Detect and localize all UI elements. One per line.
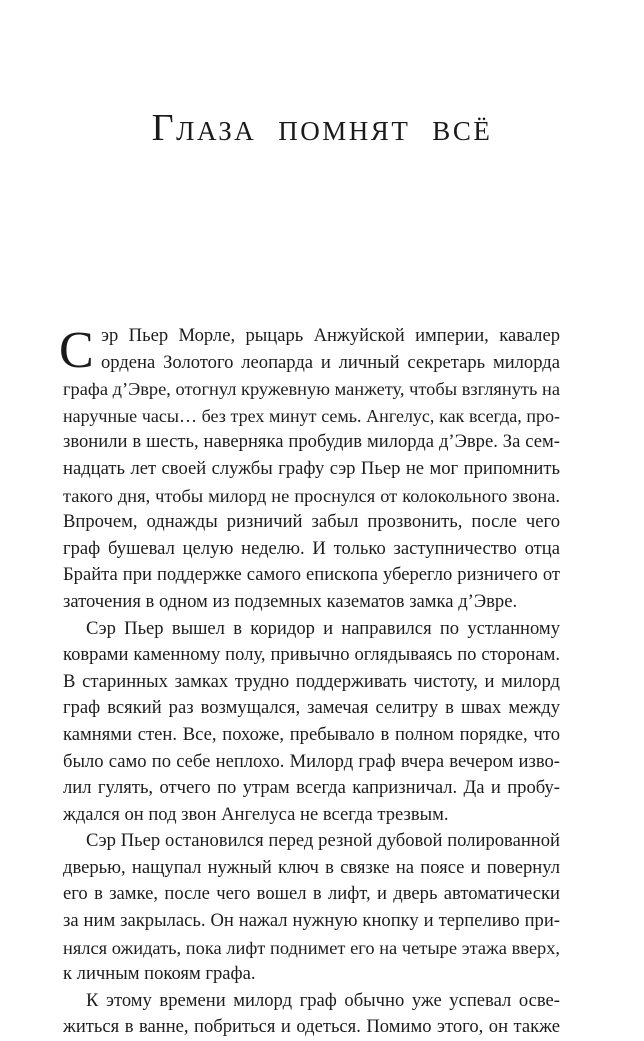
text-line: нялся ожидать, пока лифт поднимет его на четыре этажа вверх, xyxy=(63,937,560,958)
text-line: Брайта при поддержке самого епископа уберегло ризничего от xyxy=(63,564,560,586)
text-line: ждался он под звон Ангелуса не всегда трезвым. xyxy=(63,803,449,825)
text-line: коврами каменному полу, привычно оглядываясь по сторонам. xyxy=(63,644,560,666)
text-line: Впрочем, однажды ризничий забыл прозвонить, после чего xyxy=(63,511,560,533)
text-line: звонили в шесть, наверняка пробудив милорда д’Эвре. За сем- xyxy=(63,431,560,453)
text-line: ордена Золотого леопарда и личный секретарь милорда xyxy=(101,351,560,373)
text-line: камнями стен. Все, похоже, пребывало в полном порядке, что xyxy=(63,723,560,745)
text-line: житься в ванне, побриться и одеться. Помимо этого, он также xyxy=(63,1016,560,1038)
text-line: графа д’Эвре, отогнул кружевную манжету, чтобы взглянуть на xyxy=(63,379,560,400)
text-line: было само по себе неплохо. Милорд граф вчера вечером изво- xyxy=(63,750,560,772)
text-line: Сэр Пьер вышел в коридор и направился по устланному xyxy=(86,617,560,639)
text-line: эр Пьер Морле, рыцарь Анжуйской империи, кавалер xyxy=(101,325,560,346)
text-line: заточения в одном из подземных казематов замка д’Эвре. xyxy=(63,590,518,612)
text-line: граф всякий раз возмущался, замечая селитру в швах между xyxy=(63,697,560,719)
text-line: дверью, нащупал нужный ключ в связке на поясе и повернул xyxy=(63,856,560,878)
text-lines xyxy=(63,323,560,1041)
text-line: его в замке, после чего вошел в лифт, и дверь автоматически xyxy=(63,883,560,905)
text-line: надцать лет своей службы графу сэр Пьер не мог припомнить xyxy=(63,457,560,479)
drop-cap: С xyxy=(59,322,94,379)
chapter-title: Глаза помнят всё xyxy=(151,107,493,149)
text-line: к личным покоям графа. xyxy=(63,963,256,985)
text-line: В старинных замках трудно поддерживать чистоту, и милорд xyxy=(63,670,560,692)
text-line: за ним закрылась. Он нажал нужную кнопку и терпеливо при- xyxy=(63,910,560,932)
text-line: такого дня, чтобы милорд не проснулся от колокольного звона. xyxy=(63,485,560,506)
text-line: граф бушевал целую неделю. И только заступничество отца xyxy=(63,537,560,559)
chapter-body xyxy=(59,322,560,1041)
text-line: лил гулять, отчего по утрам всегда капризничал. Да и пробу- xyxy=(63,777,560,799)
text-line: Сэр Пьер остановился перед резной дубовой полированной xyxy=(86,830,560,852)
text-line: К этому времени милорд граф обычно уже успевал осве- xyxy=(86,989,560,1011)
text-line: наручные часы… без трех минут семь. Ангелус, как всегда, про- xyxy=(63,405,560,426)
